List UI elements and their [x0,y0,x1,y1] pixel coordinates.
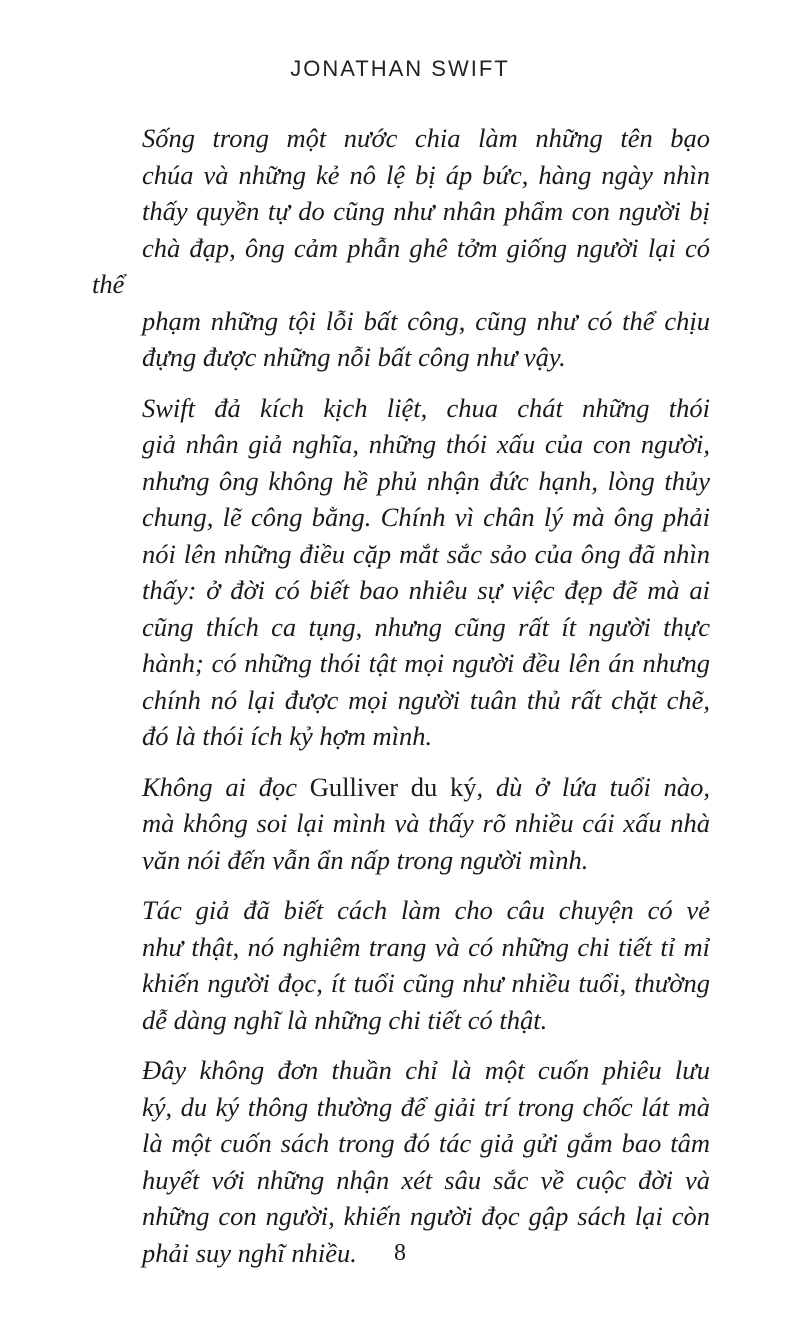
text-line [92,769,710,806]
text-line: hành; có những thói tật mọi người đều lên án nhưng [142,648,710,678]
text-line: cũng thích ca tụng, nhưng cũng rất ít người thực [142,611,710,642]
text-line: những con người, khiến người đọc gập sách lại còn [142,1201,710,1231]
body-text [92,120,710,1285]
paragraph-3 [92,769,710,879]
text-line: chà đạp, ông cảm phẫn ghê tởm giống người lại có thể [92,232,710,299]
paragraph-1 [92,120,710,376]
text-line: đựng được những nỗi bất công như vậy. [142,342,566,372]
book-title: Gulliver du ký [309,771,477,802]
text-segment: Không ai đọc [142,771,310,802]
paragraph-2 [92,390,710,755]
text-line: phải suy nghĩ nhiều. [142,1237,357,1268]
text-line: Swift đả kích kịch liệt, chua chát những thói [142,392,710,423]
running-head: JONATHAN SWIFT [290,56,510,81]
text-line: ký, du ký thông thường để giải trí trong chốc lát mà [142,1091,710,1122]
text-line: thấy quyền tự do cũng như nhân phẩm con người bị [142,196,710,226]
text-line: đó là thói ích kỷ hợm mình. [142,721,433,751]
text-line: khiến người đọc, ít tuổi cũng như nhiều tuổi, thường [142,968,710,998]
text-line: chung, lẽ công bằng. Chính vì chân lý mà ông phải [142,502,710,532]
text-line: chính nó lại được mọi người tuân thủ rất chặt chẽ, [142,684,710,715]
text-line: Sống trong một nước chia làm những tên bạo [142,123,710,153]
text-line: thấy: ở đời có biết bao nhiêu sự việc đẹp đẽ mà ai [142,575,710,605]
paragraph-4 [92,892,710,1038]
text-line: văn nói đến vẫn ẩn nấp trong người mình. [142,844,589,875]
text-line: mà không soi lại mình và thấy rõ nhiều cái xấu nhà [142,808,710,838]
text-segment: , dù ở lứa tuổi nào, [476,771,710,802]
page-number: 8 [394,1240,406,1266]
text-line: giả nhân giả nghĩa, những thói xấu của con người, [142,429,710,459]
text-line: nói lên những điều cặp mắt sắc sảo của ông đã nhìn [142,538,710,569]
paragraph-5 [92,1052,710,1271]
text-line: nhưng ông không hề phủ nhận đức hạnh, lòng thủy [142,465,710,496]
text-line: huyết với những nhận xét sâu sắc về cuộc đời và [142,1164,710,1195]
text-line: phạm những tội lỗi bất công, cũng như có thể chịu [142,305,710,336]
text-line: Tác giả đã biết cách làm cho câu chuyện có vẻ [142,895,710,925]
text-line: dễ dàng nghĩ là những chi tiết có thật. [142,1004,548,1035]
text-line: Đây không đơn thuần chỉ là một cuốn phiêu lưu [142,1055,710,1085]
text-line: là một cuốn sách trong đó tác giả gửi gắm bao tâm [142,1128,710,1158]
text-line: như thật, nó nghiêm trang và có những chi tiết tỉ mỉ [142,931,710,962]
text-line: chúa và những kẻ nô lệ bị áp bức, hàng ngày nhìn [142,159,710,190]
